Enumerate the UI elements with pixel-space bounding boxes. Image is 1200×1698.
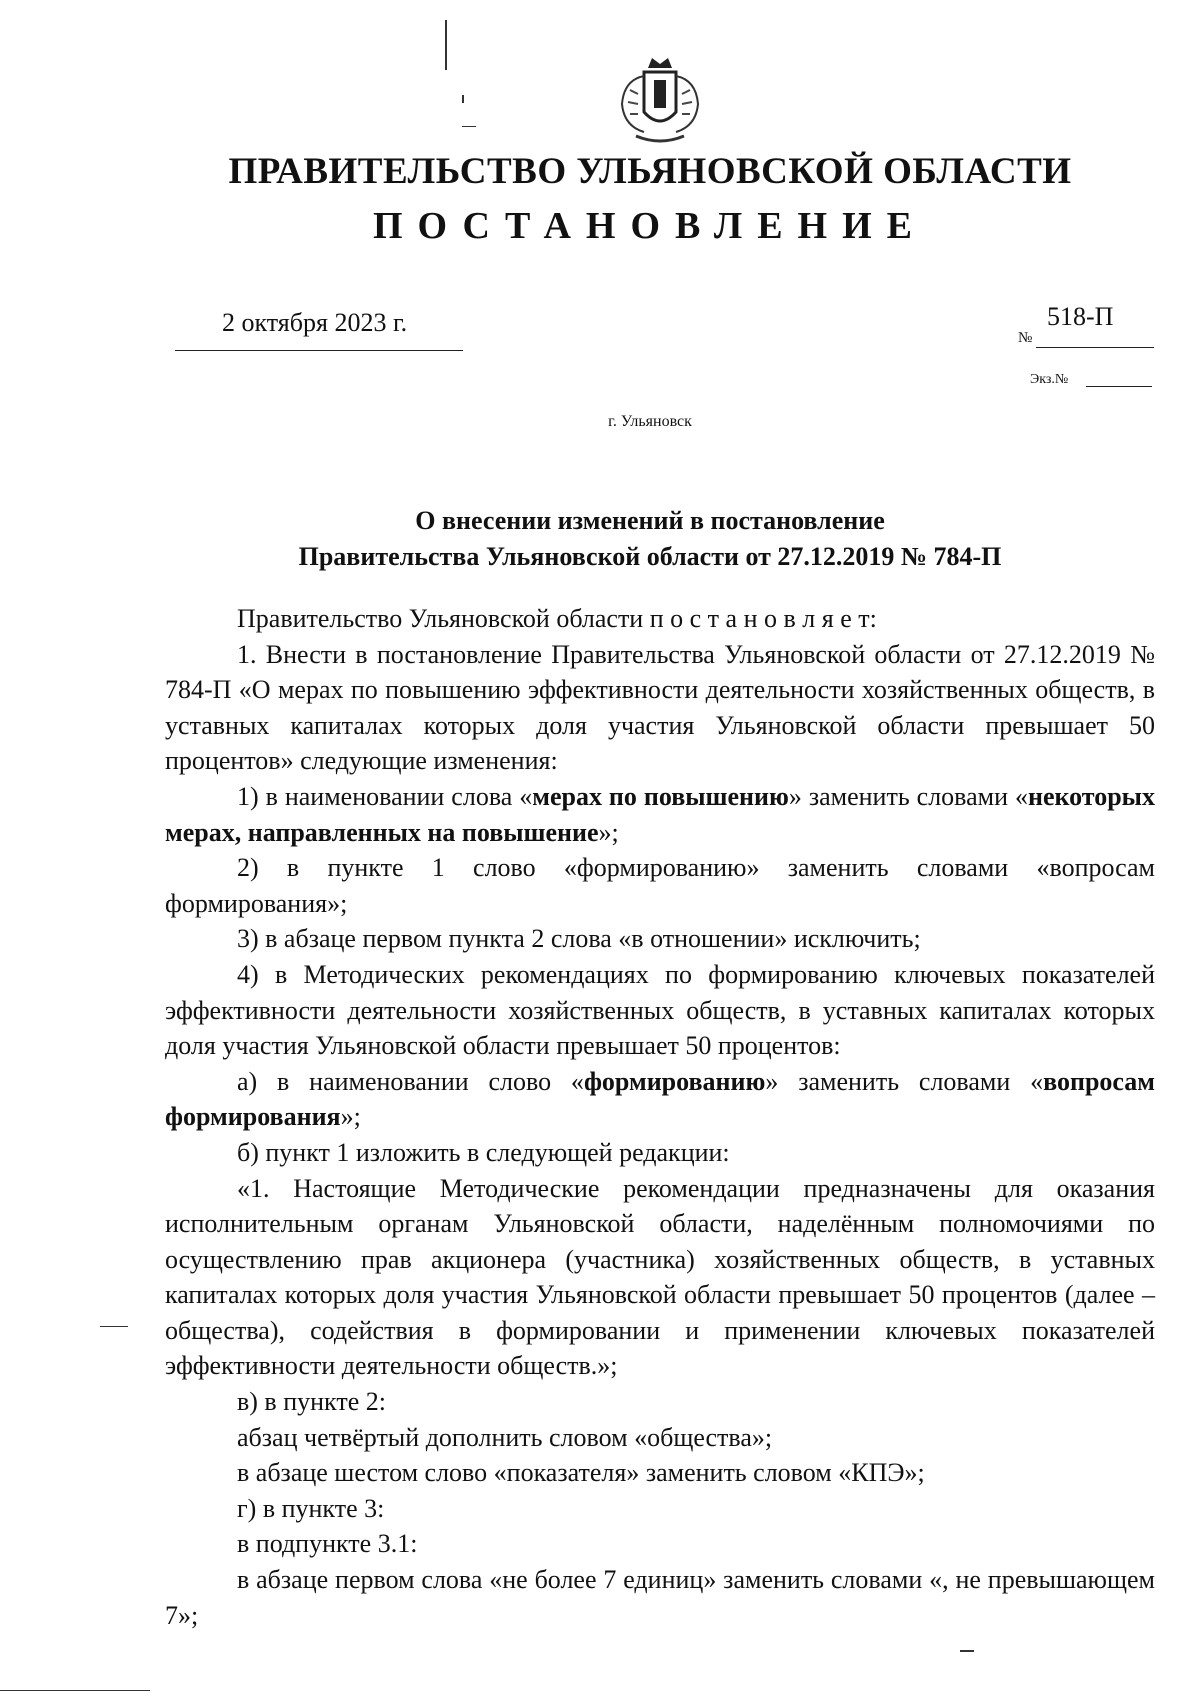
date-underline xyxy=(175,350,463,351)
scan-mark xyxy=(462,95,464,103)
paragraph-1: 1. Внести в постановление Правительства Ульяновской области от 27.12.2019 № 784-П «О мерах по повышению эффективности деятельности хозяйственных обществ, в уставных капиталах которых доля участия Ульяновской области превышает 50 процентов» следующие изменения: xyxy=(165,639,1155,776)
item-1 xyxy=(165,779,1155,850)
title-line-2: Правительства Ульяновской области от 27.12.2019 № 784-П xyxy=(298,542,1002,571)
item-4a-bold-d: вопросам формирования xyxy=(165,1066,1155,1132)
item-1-bold-d: некоторых мерах, направленных на повышение xyxy=(165,781,1155,847)
item-1-text-e: »; xyxy=(598,817,619,847)
government-name: ПРАВИТЕЛЬСТВО УЛЬЯНОВСКОЙ ОБЛАСТИ xyxy=(228,151,1072,192)
item-4b: б) пункт 1 изложить в следующей редакции: xyxy=(237,1137,730,1167)
city-name: г. Ульяновск xyxy=(608,413,692,430)
scan-mark xyxy=(0,1690,150,1691)
scan-mark xyxy=(100,1326,128,1327)
scan-mark xyxy=(445,20,447,70)
item-4a xyxy=(165,1064,1155,1135)
document-title xyxy=(150,503,1150,575)
paragraph-intro: Правительство Ульяновской области п о с т а н о в л я е т: xyxy=(237,604,877,633)
scan-mark xyxy=(960,1650,974,1652)
item-4g-2: в абзаце первом слова «не более 7 единиц» заменить словами «, не превышающем 7»; xyxy=(165,1565,1155,1630)
item-3: 3) в абзаце первом пункта 2 слова «в отношении» исключить; xyxy=(237,924,921,954)
item-1-bold-a: мерах по повышению xyxy=(532,781,789,811)
document-number: 518-П xyxy=(1047,302,1114,331)
item-4a-text-e: »; xyxy=(340,1102,361,1132)
item-2: 2) в пункте 1 слово «формированию» заменить словами «вопросам формирования»; xyxy=(165,853,1155,918)
item-4b-quote: «1. Настоящие Методические рекомендации предназначены для оказания исполнительным органам Ульяновской области, наделённым полномочиями по осуществлению прав акционера (участника) хозяйственных обществ, в уставных капиталах которых доля участия Ульяновской области превышает 50 процентов (далее – общества), содействия в формировании и применении ключевых показателей эффективности деятельности обществ.»; xyxy=(165,1173,1155,1381)
item-1-text-a: 1) в наименовании слова « xyxy=(237,781,533,811)
item-4v: в) в пункте 2: xyxy=(237,1387,386,1417)
copy-number-label: Экз.№ xyxy=(1030,372,1069,387)
document-body xyxy=(165,601,1155,1633)
item-4a-bold-b: формированию xyxy=(583,1066,766,1096)
item-4a-text-a: а) в наименовании слово « xyxy=(237,1066,584,1096)
document-type: ПОСТАНОВЛЕНИЕ xyxy=(372,205,928,247)
item-4g: г) в пункте 3: xyxy=(237,1493,385,1523)
item-4g-1: в подпункте 3.1: xyxy=(237,1529,418,1559)
item-1-text-c: » заменить словами « xyxy=(788,781,1028,811)
coat-of-arms-emblem xyxy=(610,50,710,150)
number-label: № xyxy=(1018,330,1033,346)
title-line-1: О внесении изменений в постановление xyxy=(415,506,885,535)
scan-mark xyxy=(462,126,476,127)
item-4v-2: в абзаце шестом слово «показателя» заменить словом «КПЭ»; xyxy=(237,1458,925,1488)
item-4a-text-c: » заменить словами « xyxy=(765,1066,1044,1096)
item-4: 4) в Методических рекомендациях по формированию ключевых показателей эффективности деятельности хозяйственных обществ, в уставных капиталах которых доля участия Ульяновской области превышает 50 процентов: xyxy=(165,959,1155,1061)
document-date: 2 октября 2023 г. xyxy=(222,308,408,337)
number-underline xyxy=(1036,347,1154,348)
copy-number-underline xyxy=(1086,386,1152,387)
item-4v-1: абзац четвёртый дополнить словом «общества»; xyxy=(237,1422,773,1452)
